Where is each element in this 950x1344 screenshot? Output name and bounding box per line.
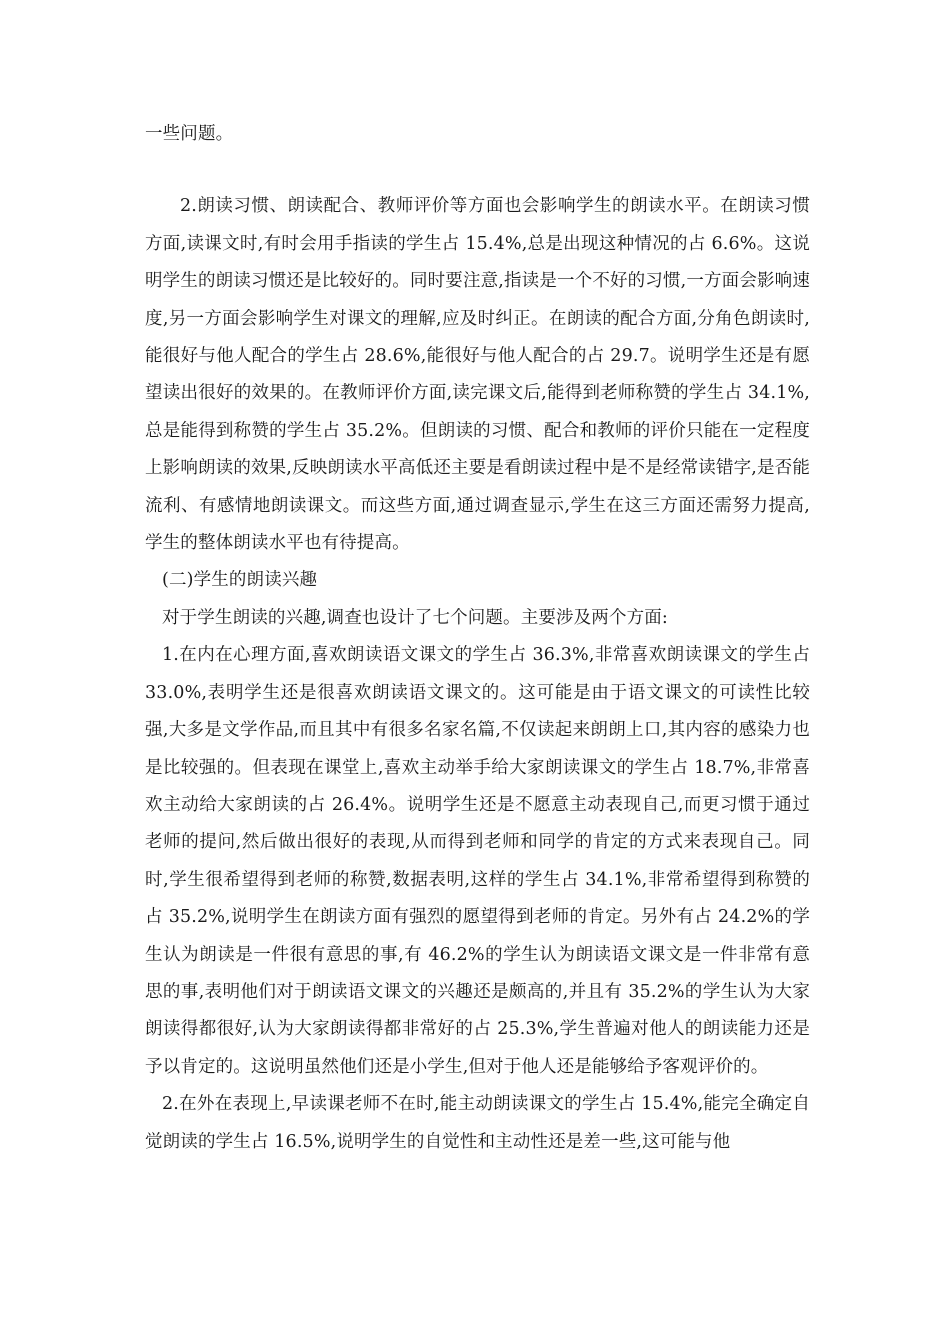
paragraph-outer-behavior: 2.在外在表现上,早读课老师不在时,能主动朗读课文的学生占 15.4%,能完全确定自觉朗读的学生占 16.5%,说明学生的自觉性和主动性还是差一些,这可能与他 [145,1094,810,1152]
paragraph-interest-intro: 对于学生朗读的兴趣,调查也设计了七个问题。主要涉及两个方面: [162,607,668,628]
document-body [145,116,810,1161]
paragraph-inner-psychology: 1.在内在心理方面,喜欢朗读语文课文的学生占 36.3%,非常喜欢朗读课文的学生占 33.0%,表明学生还是很喜欢朗读语文课文的。这可能是由于语文课文的可读性比较强,大多是文学作品,而且其中有很多名家名篇,不仅读起来朗朗上口,其内容的感染力也是比较强的。但表现在课堂上,喜欢主动举手给大家朗读课文的学生占 18.7%,非常喜欢主动给大家朗读的占 26.4%。说明学生还是不愿意主动表现自己,而更习惯于通过老师的提问,然后做出很好的表现,从而得到老师和同学的肯定的方式来表现自己。同时,学生很希望得到老师的称赞,数据表明,这样的学生占 34.1%,非常希望得到称赞的占 35.2%,说明学生在朗读方面有强烈的愿望得到老师的肯定。另外有占 24.2%的学生认为朗读是一件很有意思的事,有 46.2%的学生认为朗读语文课文是一件非常有意思的事,表明他们对于朗读语文课文的兴趣还是颇高的,并且有 35.2%的学生认为大家朗读得都很好,认为大家朗读得都非常好的占 25.3%,学生普遍对他人的朗读能力还是予以肯定的。这说明虽然他们还是小学生,但对于他人还是能够给予客观评价的。 [145,645,810,1077]
paragraph-reading-habits: 2.朗读习惯、朗读配合、教师评价等方面也会影响学生的朗读水平。在朗读习惯方面,读课文时,有时会用手指读的学生占 15.4%,总是出现这种情况的占 6.6%。这说明学生的朗读习惯还是比较好的。同时要注意,指读是一个不好的习惯,一方面会影响速度,另一方面会影响学生对课文的理解,应及时纠正。在朗读的配合方面,分角色朗读时,能很好与他人配合的学生占 28.6%,能很好与他人配合的占 29.7。说明学生还是有愿望读出很好的效果的。在教师评价方面,读完课文后,能得到老师称赞的学生占 34.1%,总是能得到称赞的学生占 35.2%。但朗读的习惯、配合和教师的评价只能在一定程度上影响朗读的效果,反映朗读水平高低还主要是看朗读过程中是不是经常读错字,是否能流利、有感情地朗读课文。而这些方面,通过调查显示,学生在这三方面还需努力提高,学生的整体朗读水平也有待提高。 [145,196,810,554]
paragraph-continuation: 一些问题。 [145,124,234,144]
section-heading-reading-interest: (二)学生的朗读兴趣 [162,570,318,591]
